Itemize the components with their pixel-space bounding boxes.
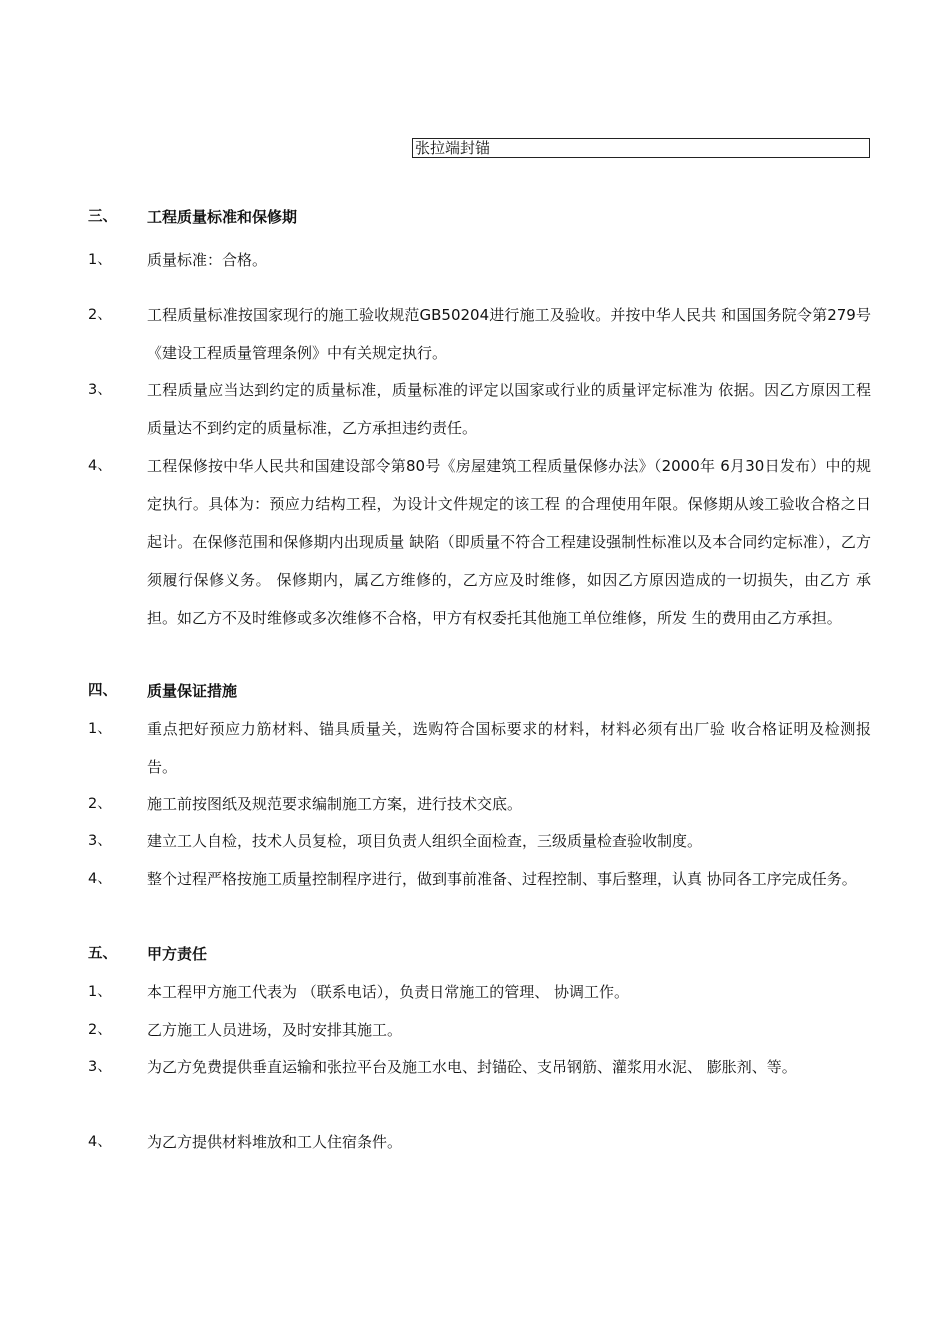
item-text: 整个过程严格按施工质量控制程序进行，做到事前准备、过程控制、事后整理，认真 协同各工序完成任务。	[147, 870, 857, 888]
table-cell-anchor-sealing: 张拉端封锚	[412, 138, 870, 158]
item-number: 2、	[88, 796, 112, 812]
item-number: 3、	[88, 833, 112, 849]
item-number: 4、	[88, 871, 112, 887]
item-number: 4、	[88, 1134, 112, 1150]
section-title: 质量保证措施	[147, 682, 238, 700]
item-text: 质量标准：合格。	[147, 251, 268, 269]
item-text: 为乙方免费提供垂直运输和张拉平台及施工水电、封锚砼、支吊钢筋、灌浆用水泥、 膨胀剂、等。	[147, 1058, 797, 1076]
item-number: 1、	[88, 721, 112, 737]
item-number: 1、	[88, 252, 112, 268]
section-number: 五、	[88, 946, 117, 962]
item-text: 建立工人自检，技术人员复检，项目负责人组织全面检查，三级质量检查验收制度。	[147, 832, 703, 850]
item-number: 4、	[88, 458, 112, 474]
item-text: 为乙方提供材料堆放和工人住宿条件。	[147, 1133, 403, 1151]
section-number: 四、	[88, 683, 117, 699]
item-text: 本工程甲方施工代表为 （联系电话），负责日常施工的管理、 协调工作。	[147, 983, 630, 1001]
item-text: 工程保修按中华人民共和国建设部令第80号《房屋建筑工程质量保修办法》（2000年 6月30日发布）中的规定执行。具体为：预应力结构工程，为设计文件规定的该工程 的合理使用年限。保修期从竣工验收合格之日起计。在保修范围和保修期内出现质量 缺陷（即质量不符合工程建设强制性标准以及本合同约定标准），乙方须履行保修义务。 保修期内，属乙方维修的，乙方应及时维修，如因乙方原因造成的一切损失，由乙方 承担。如乙方不及时维修或多次维修不合格，甲方有权委托其他施工单位维修，所发 生的费用由乙方承担。	[147, 457, 871, 627]
item-text: 重点把好预应力筋材料、锚具质量关，选购符合国标要求的材料，材料必须有出厂验 收合格证明及检测报告。	[147, 720, 871, 776]
item-number: 2、	[88, 307, 112, 323]
item-text: 工程质量标准按国家现行的施工验收规范GB50204进行施工及验收。并按中华人民共 和国国务院令第279号《建设工程质量管理条例》中有关规定执行。	[147, 306, 871, 362]
item-number: 1、	[88, 984, 112, 1000]
item-text: 工程质量应当达到约定的质量标准，质量标准的评定以国家或行业的质量评定标准为 依据。因乙方原因工程质量达不到约定的质量标准，乙方承担违约责任。	[147, 381, 871, 437]
section-number: 三、	[88, 209, 117, 225]
item-number: 3、	[88, 1059, 112, 1075]
item-text: 乙方施工人员进场，及时安排其施工。	[147, 1021, 403, 1039]
section-title: 工程质量标准和保修期	[147, 208, 298, 226]
item-text: 施工前按图纸及规范要求编制施工方案，进行技术交底。	[147, 795, 523, 813]
item-number: 2、	[88, 1022, 112, 1038]
item-number: 3、	[88, 382, 112, 398]
section-title: 甲方责任	[147, 945, 208, 963]
